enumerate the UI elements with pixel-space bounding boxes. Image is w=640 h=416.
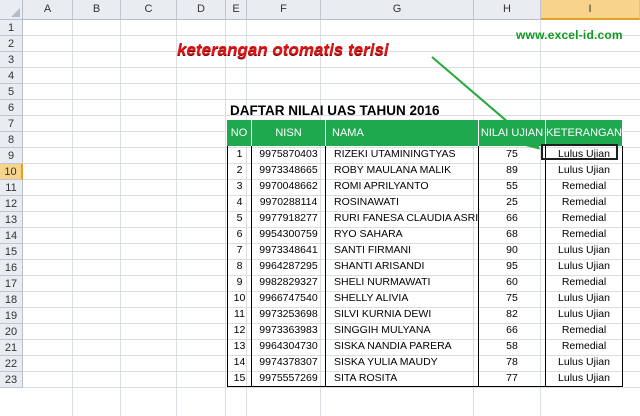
- cell-keterangan[interactable]: Lulus Ujian: [546, 258, 623, 274]
- table-row: [227, 306, 623, 322]
- column-header-b[interactable]: B: [73, 0, 121, 20]
- cell-nama[interactable]: SHELLY ALIVIA: [326, 290, 479, 306]
- cell-nisn[interactable]: 9973348641: [252, 242, 326, 258]
- column-header-h[interactable]: H: [474, 0, 541, 20]
- cell-nilai-ujian[interactable]: 75: [479, 290, 546, 306]
- table-header-row: [227, 120, 623, 146]
- row-header-2[interactable]: 2: [0, 36, 23, 52]
- cell-keterangan[interactable]: Remedial: [546, 322, 623, 338]
- header-nama: NAMA: [326, 120, 479, 146]
- header-no: NO: [227, 120, 252, 146]
- cell-keterangan[interactable]: Remedial: [546, 338, 623, 354]
- column-header-g[interactable]: G: [321, 0, 474, 20]
- cell-nama[interactable]: SISKA NANDIA PARERA: [326, 338, 479, 354]
- cell-no[interactable]: 7: [227, 242, 252, 258]
- cell-nilai-ujian[interactable]: 95: [479, 258, 546, 274]
- cell-no[interactable]: 10: [227, 290, 252, 306]
- cell-nisn[interactable]: 9970048662: [252, 178, 326, 194]
- cell-nilai-ujian[interactable]: 82: [479, 306, 546, 322]
- cell-keterangan[interactable]: Remedial: [546, 226, 623, 242]
- cell-nisn[interactable]: 9964304730: [252, 338, 326, 354]
- cell-nama[interactable]: SILVI KURNIA DEWI: [326, 306, 479, 322]
- cell-nama[interactable]: ROSINAWATI: [326, 194, 479, 210]
- row-header-18[interactable]: 18: [0, 292, 23, 308]
- row-header-22[interactable]: 22: [0, 356, 23, 372]
- table-row: [227, 322, 623, 338]
- cell-nama[interactable]: SITA ROSITA: [326, 370, 479, 386]
- header-nisn: NISN: [252, 120, 326, 146]
- row-header-16[interactable]: 16: [0, 260, 23, 276]
- cell-nilai-ujian[interactable]: 75: [479, 146, 546, 162]
- cell-keterangan[interactable]: Lulus Ujian: [546, 146, 623, 162]
- cell-keterangan[interactable]: Remedial: [546, 194, 623, 210]
- cell-nama[interactable]: SANTI FIRMANI: [326, 242, 479, 258]
- row-header-20[interactable]: 20: [0, 324, 23, 340]
- row-header-23[interactable]: 23: [0, 372, 23, 388]
- row-header-14[interactable]: 14: [0, 228, 23, 244]
- row-header-11[interactable]: 11: [0, 180, 23, 196]
- column-header-a[interactable]: A: [23, 0, 73, 20]
- row-header-4[interactable]: 4: [0, 68, 23, 84]
- cell-nilai-ujian[interactable]: 55: [479, 178, 546, 194]
- header-keterangan: KETERANGAN: [546, 120, 623, 146]
- row-header-6[interactable]: 6: [0, 100, 23, 116]
- column-header-c[interactable]: C: [121, 0, 177, 20]
- annotation-text: keterangan otomatis terisi: [177, 40, 389, 59]
- row-header-12[interactable]: 12: [0, 196, 23, 212]
- cell-no[interactable]: 12: [227, 322, 252, 338]
- cell-nama[interactable]: SHELI NURMAWATI: [326, 274, 479, 290]
- row-header-21[interactable]: 21: [0, 340, 23, 356]
- row-header-7[interactable]: 7: [0, 116, 23, 132]
- cell-keterangan[interactable]: Lulus Ujian: [546, 306, 623, 322]
- table-bottom-border: [227, 386, 623, 387]
- table-row: [227, 242, 623, 258]
- cell-nisn[interactable]: 9975557269: [252, 370, 326, 386]
- cell-nilai-ujian[interactable]: 89: [479, 162, 546, 178]
- cell-keterangan[interactable]: Lulus Ujian: [546, 290, 623, 306]
- cell-keterangan[interactable]: Remedial: [546, 178, 623, 194]
- cell-nilai-ujian[interactable]: 90: [479, 242, 546, 258]
- cell-nilai-ujian[interactable]: 25: [479, 194, 546, 210]
- table-row: [227, 194, 623, 210]
- cell-nisn[interactable]: 9982829327: [252, 274, 326, 290]
- cell-nama[interactable]: RURI FANESA CLAUDIA ASRI: [326, 210, 479, 226]
- cell-nilai-ujian[interactable]: 77: [479, 370, 546, 386]
- table-row: [227, 178, 623, 194]
- cell-nisn[interactable]: 9966747540: [252, 290, 326, 306]
- cell-keterangan[interactable]: Remedial: [546, 210, 623, 226]
- cell-no[interactable]: 5: [227, 210, 252, 226]
- cell-keterangan[interactable]: Lulus Ujian: [546, 370, 623, 386]
- table-row: [227, 354, 623, 370]
- cell-nama[interactable]: SHANTI ARISANDI: [326, 258, 479, 274]
- header-nilai-ujian: NILAI UJIAN: [479, 120, 546, 146]
- sheet-title: DAFTAR NILAI UAS TAHUN 2016: [230, 103, 440, 118]
- cell-keterangan[interactable]: Remedial: [546, 274, 623, 290]
- row-header-9[interactable]: 9: [0, 148, 23, 164]
- cell-nama[interactable]: RIZEKI UTAMININGTYAS: [326, 146, 479, 162]
- table-row: [227, 290, 623, 306]
- table-row: [227, 274, 623, 290]
- cell-nisn[interactable]: 9973363983: [252, 322, 326, 338]
- cell-nilai-ujian[interactable]: 68: [479, 226, 546, 242]
- cell-keterangan[interactable]: Lulus Ujian: [546, 354, 623, 370]
- cell-nama[interactable]: SINGGIH MULYANA: [326, 322, 479, 338]
- row-header-1[interactable]: 1: [0, 20, 23, 36]
- row-header-8[interactable]: 8: [0, 132, 23, 148]
- cell-no[interactable]: 9: [227, 274, 252, 290]
- table-row: [227, 370, 623, 386]
- cell-no[interactable]: 13: [227, 338, 252, 354]
- cell-nama[interactable]: ROBY MAULANA MALIK: [326, 162, 479, 178]
- cell-no[interactable]: 1: [227, 146, 252, 162]
- cell-nama[interactable]: ROMI APRILYANTO: [326, 178, 479, 194]
- cell-nilai-ujian[interactable]: 66: [479, 322, 546, 338]
- cell-nilai-ujian[interactable]: 78: [479, 354, 546, 370]
- row-header-17[interactable]: 17: [0, 276, 23, 292]
- column-header-f[interactable]: F: [247, 0, 321, 20]
- cell-keterangan[interactable]: Lulus Ujian: [546, 162, 623, 178]
- column-header-i[interactable]: I: [541, 0, 640, 20]
- cell-no[interactable]: 2: [227, 162, 252, 178]
- cell-no[interactable]: 4: [227, 194, 252, 210]
- cell-nilai-ujian[interactable]: 60: [479, 274, 546, 290]
- row-header-19[interactable]: 19: [0, 308, 23, 324]
- cell-nisn[interactable]: 9974378307: [252, 354, 326, 370]
- row-header-5[interactable]: 5: [0, 84, 23, 100]
- cell-no[interactable]: 15: [227, 370, 252, 386]
- cell-no[interactable]: 8: [227, 258, 252, 274]
- cell-nilai-ujian[interactable]: 66: [479, 210, 546, 226]
- cell-nisn[interactable]: 9954300759: [252, 226, 326, 242]
- watermark-text: www.excel-id.com: [516, 28, 623, 42]
- table-row: [227, 338, 623, 354]
- cell-nilai-ujian[interactable]: 58: [479, 338, 546, 354]
- cell-keterangan[interactable]: Lulus Ujian: [546, 242, 623, 258]
- cell-nama[interactable]: RYO SAHARA: [326, 226, 479, 242]
- cell-nama[interactable]: SISKA YULIA MAUDY: [326, 354, 479, 370]
- cell-no[interactable]: 3: [227, 178, 252, 194]
- row-header-15[interactable]: 15: [0, 244, 23, 260]
- table-row: [227, 226, 623, 242]
- cell-nisn[interactable]: 9973348665: [252, 162, 326, 178]
- cell-nisn[interactable]: 9970288114: [252, 194, 326, 210]
- table-row: [227, 258, 623, 274]
- row-header-3[interactable]: 3: [0, 52, 23, 68]
- column-header-d[interactable]: D: [177, 0, 226, 20]
- cell-nisn[interactable]: 9964287295: [252, 258, 326, 274]
- cell-no[interactable]: 14: [227, 354, 252, 370]
- cell-no[interactable]: 6: [227, 226, 252, 242]
- cell-nisn[interactable]: 9977918277: [252, 210, 326, 226]
- table-row: [227, 210, 623, 226]
- table-row: [227, 162, 623, 178]
- cell-nisn[interactable]: 9973253698: [252, 306, 326, 322]
- cell-no[interactable]: 11: [227, 306, 252, 322]
- row-header-13[interactable]: 13: [0, 212, 23, 228]
- selected-cell-cursor[interactable]: [541, 144, 618, 160]
- cell-nisn[interactable]: 9975870403: [252, 146, 326, 162]
- column-header-e[interactable]: E: [226, 0, 247, 20]
- row-header-10[interactable]: 10: [0, 164, 23, 180]
